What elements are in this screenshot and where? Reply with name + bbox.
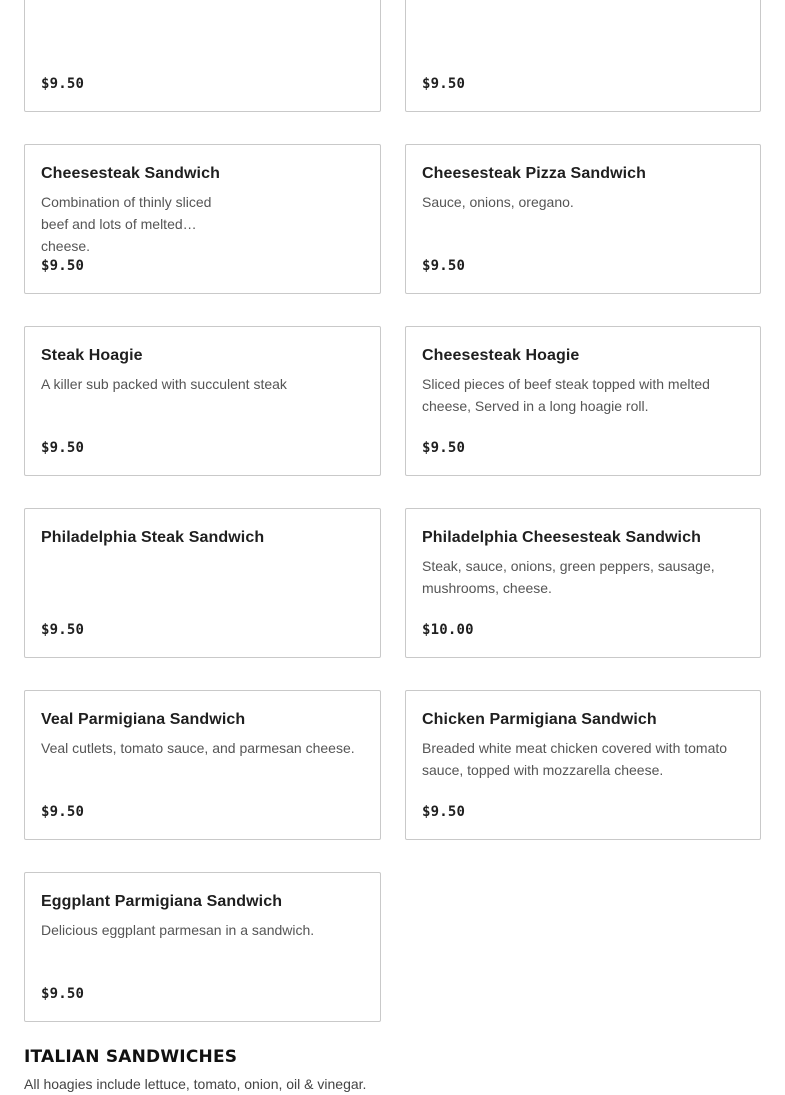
menu-item-price: $9.50 [422, 258, 466, 274]
menu-item-card-philadelphia-cheesesteak-sandwich[interactable] [405, 508, 761, 658]
menu-item-card-veal-parmigiana-sandwich[interactable] [24, 690, 381, 840]
menu-item-description: Steak, sauce, onions, green peppers, sausage, mushrooms, cheese. [422, 558, 715, 596]
menu-item-card-cheesesteak-hoagie[interactable] [405, 326, 761, 476]
menu-item-card-cheesesteak-pizza-sandwich[interactable] [405, 144, 761, 294]
menu-item-price: $9.50 [41, 986, 85, 1002]
menu-item-description: Delicious eggplant parmesan in a sandwich. [41, 922, 315, 938]
section-subtitle: All hoagies include lettuce, tomato, onion, oil & vinegar. [24, 1076, 367, 1092]
menu-item-price: $9.50 [422, 76, 466, 92]
menu-item-price: $9.50 [41, 804, 85, 820]
menu-item-card-cheesesteak-sandwich[interactable] [24, 144, 381, 294]
menu-item-title: Philadelphia Steak Sandwich [41, 529, 265, 546]
menu-item-card[interactable] [405, 0, 761, 112]
menu-items-grid [24, 0, 761, 1022]
menu-item-title: Steak Hoagie [41, 347, 143, 364]
menu-item-price: $9.50 [41, 76, 85, 92]
menu-item-title: Chicken Parmigiana Sandwich [422, 711, 657, 728]
menu-item-card-chicken-parmigiana-sandwich[interactable] [405, 690, 761, 840]
menu-item-title: Veal Parmigiana Sandwich [41, 711, 246, 728]
menu-item-card-steak-hoagie[interactable] [24, 326, 381, 476]
italian-sandwiches-section [24, 1046, 761, 1093]
menu-item-description: Sliced pieces of beef steak topped with melted cheese, Served in a long hoagie roll. [422, 376, 710, 414]
menu-item-description: Veal cutlets, tomato sauce, and parmesan cheese. [41, 740, 355, 756]
menu-item-card[interactable] [24, 0, 381, 112]
menu-item-card-eggplant-parmigiana-sandwich[interactable] [24, 872, 381, 1022]
menu-item-description: Breaded white meat chicken covered with tomato sauce, topped with mozzarella cheese. [422, 740, 728, 778]
menu-item-title: Philadelphia Cheesesteak Sandwich [422, 529, 701, 546]
menu-item-price: $9.50 [41, 258, 85, 274]
menu-item-description: Combination of thinly sliced beef and lots of melted cheese. [41, 194, 212, 254]
menu-item-price: $10.00 [422, 622, 474, 638]
menu-item-title: Cheesesteak Hoagie [422, 347, 580, 364]
menu-item-price: $9.50 [422, 804, 466, 820]
menu-item-description: Sauce, onions, oregano. [422, 194, 574, 210]
menu-item-price: $9.50 [422, 440, 466, 456]
menu-item-title: Eggplant Parmigiana Sandwich [41, 893, 283, 910]
menu-item-card-philadelphia-steak-sandwich[interactable] [24, 508, 381, 658]
section-title: ITALIAN SANDWICHES [24, 1047, 238, 1067]
menu-item-description: A killer sub packed with succulent steak [41, 376, 287, 392]
menu-item-title: Cheesesteak Pizza Sandwich [422, 165, 647, 182]
menu-item-title: Cheesesteak Sandwich [41, 165, 220, 182]
menu-item-price: $9.50 [41, 622, 85, 638]
menu-item-price: $9.50 [41, 440, 85, 456]
